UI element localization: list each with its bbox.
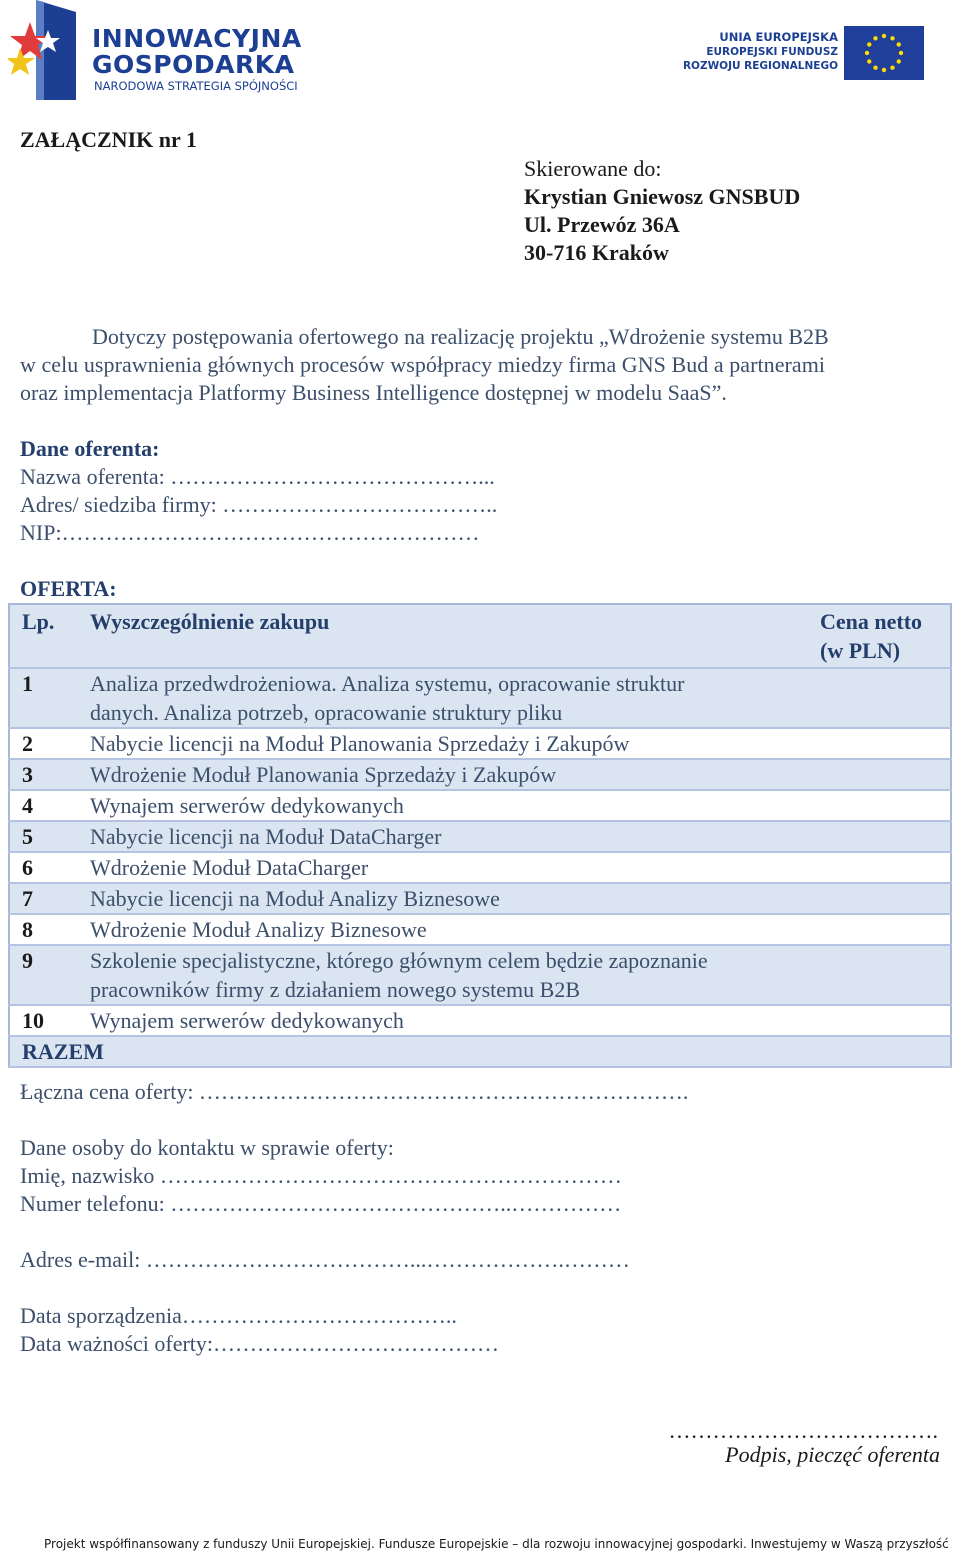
row-description [90, 852, 820, 883]
row-lp: 6 [22, 855, 33, 880]
eu-star-icon [882, 34, 886, 38]
row-price-cell[interactable] [820, 728, 951, 759]
column-header-price [820, 604, 951, 668]
total-price-field[interactable]: Łączna cena oferty: …………………………………………………………. [20, 1079, 689, 1104]
row-description [90, 668, 820, 728]
offer-heading: OFERTA: [20, 576, 117, 601]
row-price-cell[interactable] [820, 668, 951, 728]
total-row [9, 1036, 951, 1067]
table-row [9, 728, 951, 759]
eu-star-icon [873, 66, 877, 70]
table-row [9, 1005, 951, 1036]
row-description-line1: Analiza przedwdrożeniowa. Analiza systemu, opracowanie struktur [90, 671, 685, 696]
row-description [90, 790, 820, 821]
logo-line-innowacyjna: INNOWACYJNA [92, 24, 302, 53]
bidder-address-field[interactable]: Adres/ siedziba firmy: ……………………………….. [20, 492, 498, 517]
row-description [90, 914, 820, 945]
row-description [90, 945, 820, 1005]
column-header-price-line2: (w PLN) [820, 638, 901, 663]
contact-phone-field[interactable]: Numer telefonu: ………………………………………..…………… [20, 1191, 622, 1216]
signature-line[interactable]: ………………………………. [668, 1418, 938, 1443]
eu-logo-line3: ROZWOJU REGIONALNEGO [682, 60, 838, 72]
table-row [9, 852, 951, 883]
valid-date-field[interactable]: Data ważności oferty:………………………………… [20, 1331, 500, 1356]
innowacyjna-gospodarka-emblem-icon [8, 0, 78, 100]
total-price-cell[interactable] [820, 1036, 951, 1067]
offer-table-header [9, 604, 951, 668]
row-lp: 8 [22, 917, 33, 942]
column-header-description: Wyszczególnienie zakupu [90, 609, 330, 634]
row-description [90, 821, 820, 852]
intro-line-3: oraz implementacja Platformy Business Intelligence dostępnej w modelu SaaS”. [20, 380, 727, 405]
row-lp: 10 [22, 1008, 44, 1033]
addressee-name: Krystian Gniewosz GNSBUD [524, 184, 801, 209]
contact-name-field[interactable]: Imię, nazwisko ……………………………………………………… [20, 1163, 622, 1188]
row-lp: 4 [22, 793, 33, 818]
intro-line-2: w celu usprawnienia głównych procesów współpracy miedzy firma GNS Bud a partnerami [20, 352, 826, 377]
eu-logo-line2: EUROPEJSKI FUNDUSZ [706, 46, 838, 58]
row-description-line2: pracowników firmy z działaniem nowego systemu B2B [90, 977, 581, 1002]
eu-star-icon [873, 36, 877, 40]
row-description-line1: Wdrożenie Moduł DataCharger [90, 855, 369, 880]
offer-table [8, 603, 952, 1068]
row-price-cell[interactable] [820, 790, 951, 821]
table-row [9, 883, 951, 914]
row-lp: 7 [22, 886, 33, 911]
eu-star-icon [867, 42, 871, 46]
row-lp: 3 [22, 762, 33, 787]
row-description-line1: Nabycie licencji na Moduł DataCharger [90, 824, 442, 849]
addressee-label: Skierowane do: [524, 156, 662, 181]
column-header-lp: Lp. [22, 609, 55, 634]
row-description-line1: Nabycie licencji na Moduł Planowania Sprzedaży i Zakupów [90, 731, 630, 756]
row-lp: 1 [22, 671, 33, 696]
row-description-line1: Szkolenie specjalistyczne, którego głównym celem będzie zapoznanie [90, 948, 708, 973]
addressee-city: 30-716 Kraków [524, 240, 669, 265]
table-row [9, 759, 951, 790]
contact-email-field[interactable]: Adres e-mail: ………………………………...……………….……… [20, 1247, 630, 1272]
bidder-heading: Dane oferenta: [20, 436, 160, 461]
eu-star-icon [890, 36, 894, 40]
row-price-cell[interactable] [820, 883, 951, 914]
eu-logo-line1: UNIA EUROPEJSKA [719, 30, 838, 44]
row-description-line1: Wynajem serwerów dedykowanych [90, 793, 404, 818]
table-row [9, 668, 951, 728]
logo-line-gospodarka: GOSPODARKA [92, 50, 295, 79]
prepared-date-field[interactable]: Data sporządzenia……………………………….. [20, 1303, 457, 1328]
row-description [90, 1005, 820, 1036]
intro-line-1: Dotyczy postępowania ofertowego na realizację projektu „Wdrożenie systemu B2B [92, 324, 829, 349]
eu-star-icon [897, 42, 901, 46]
row-description [90, 759, 820, 790]
row-price-cell[interactable] [820, 759, 951, 790]
row-description-line2: danych. Analiza potrzeb, opracowanie struktury pliku [90, 700, 563, 725]
row-price-cell[interactable] [820, 945, 951, 1005]
table-row [9, 821, 951, 852]
table-row [9, 945, 951, 1005]
logo-line-strategia: NARODOWA STRATEGIA SPÓJNOŚCI [94, 79, 298, 93]
row-description-line1: Wdrożenie Moduł Analizy Biznesowe [90, 917, 427, 942]
eu-logo [682, 24, 930, 84]
signature-label: Podpis, pieczęć oferenta [725, 1442, 940, 1467]
row-lp: 5 [22, 824, 33, 849]
eu-star-icon [899, 51, 903, 55]
total-label: RAZEM [9, 1036, 820, 1067]
row-price-cell[interactable] [820, 852, 951, 883]
column-header-price-line1: Cena netto [820, 609, 923, 634]
row-description-line1: Wdrożenie Moduł Planowania Sprzedaży i Zakupów [90, 762, 557, 787]
eu-star-icon [882, 68, 886, 72]
row-price-cell[interactable] [820, 821, 951, 852]
bidder-nip-field[interactable]: NIP:………………………………………………… [20, 520, 480, 545]
row-price-cell[interactable] [820, 1005, 951, 1036]
contact-heading: Dane osoby do kontaktu w sprawie oferty: [20, 1135, 394, 1160]
eu-star-icon [890, 66, 894, 70]
bidder-name-field[interactable]: Nazwa oferenta: ……………………………………... [20, 464, 495, 489]
row-description-line1: Wynajem serwerów dedykowanych [90, 1008, 404, 1033]
row-lp: 2 [22, 731, 33, 756]
annex-title: ZAŁĄCZNIK nr 1 [20, 127, 197, 152]
innowacyjna-gospodarka-logo [8, 0, 328, 102]
row-description [90, 728, 820, 759]
eu-flag-icon [844, 26, 924, 80]
eu-star-icon [897, 59, 901, 63]
addressee-street: Ul. Przewóz 36A [524, 212, 680, 237]
row-lp: 9 [22, 948, 33, 973]
row-price-cell[interactable] [820, 914, 951, 945]
row-description [90, 883, 820, 914]
table-row [9, 790, 951, 821]
eu-star-icon [867, 59, 871, 63]
row-description-line1: Nabycie licencji na Moduł Analizy Biznesowe [90, 886, 500, 911]
table-row [9, 914, 951, 945]
eu-star-icon [865, 51, 869, 55]
footer-note: Projekt współfinansowany z funduszy Unii Europejskiej. Fundusze Europejskie – dla rozwoju innowacyjnej gospodarki. Inwestujemy w Waszą przyszłość [44, 1537, 949, 1551]
